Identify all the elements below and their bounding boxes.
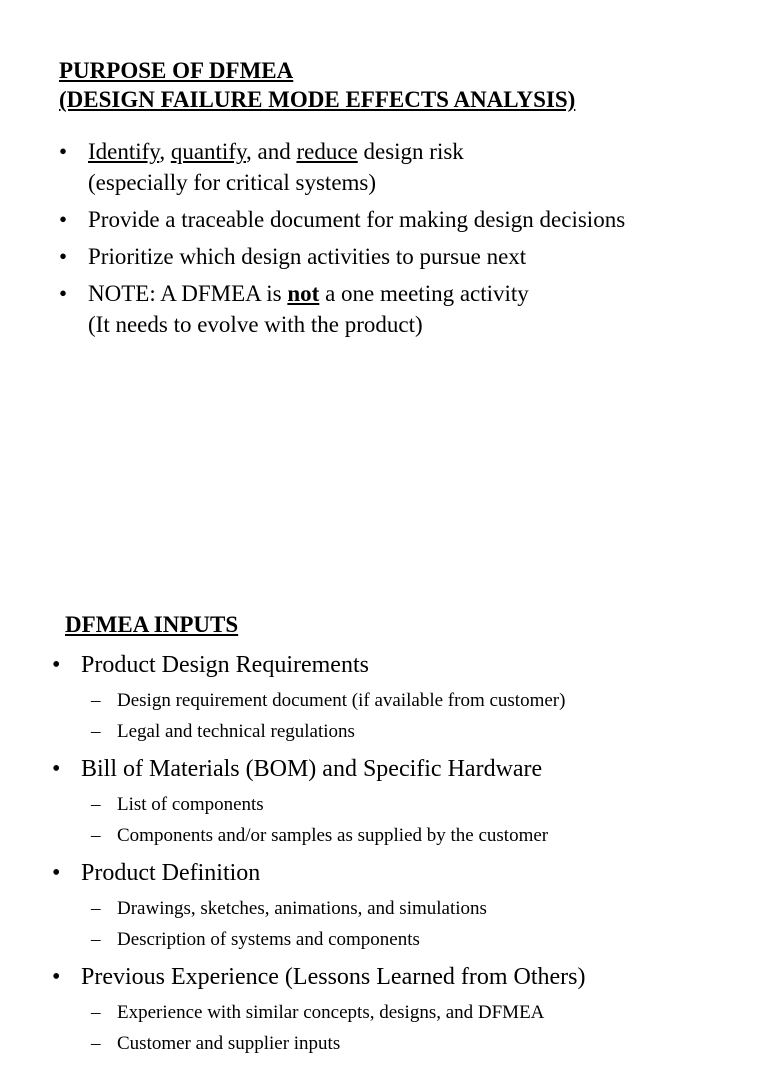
inputs-subitem bbox=[83, 1028, 762, 1059]
separator: , and bbox=[245, 139, 297, 164]
bullet-icon: • bbox=[52, 756, 61, 782]
separator: , bbox=[159, 139, 171, 164]
dash-icon: – bbox=[91, 1033, 101, 1054]
note-line-2: (It needs to evolve with the product) bbox=[88, 312, 423, 337]
inputs-subitem bbox=[83, 820, 762, 851]
subitem-text: List of components bbox=[117, 794, 264, 815]
dash-icon: – bbox=[91, 898, 101, 919]
inputs-sublist bbox=[81, 789, 762, 851]
inputs-subitem bbox=[83, 789, 762, 820]
subitem-text: Experience with similar concepts, designs, and DFMEA bbox=[117, 1002, 545, 1023]
inputs-list bbox=[52, 649, 762, 1059]
reduce-word: reduce bbox=[296, 139, 358, 164]
subitem-text: Drawings, sketches, animations, and simulations bbox=[117, 898, 487, 919]
inputs-item-requirements bbox=[52, 649, 762, 747]
note-pre-text: NOTE: A DFMEA is bbox=[88, 281, 288, 306]
subitem-text: Description of systems and components bbox=[117, 929, 420, 950]
inputs-item-definition bbox=[52, 857, 762, 955]
purpose-item-note bbox=[59, 278, 759, 340]
inputs-item-label: Bill of Materials (BOM) and Specific Hardware bbox=[81, 756, 543, 782]
inputs-subitem bbox=[83, 924, 762, 955]
inputs-sublist bbox=[81, 997, 762, 1059]
bullet-icon: • bbox=[52, 964, 61, 990]
inputs-item-label: Product Design Requirements bbox=[81, 652, 369, 678]
inputs-title: DFMEA INPUTS bbox=[65, 612, 239, 637]
inputs-item-label: Previous Experience (Lessons Learned from Others) bbox=[81, 964, 586, 990]
inputs-sublist bbox=[81, 893, 762, 955]
purpose-item-text: Provide a traceable document for making design decisions bbox=[88, 207, 626, 232]
dash-icon: – bbox=[91, 794, 101, 815]
dash-icon: – bbox=[91, 721, 101, 742]
purpose-list bbox=[59, 136, 759, 340]
purpose-title-line-2: (DESIGN FAILURE MODE EFFECTS ANALYSIS) bbox=[59, 87, 576, 112]
subitem-text: Legal and technical regulations bbox=[117, 721, 355, 742]
inputs-subitem bbox=[83, 997, 762, 1028]
dash-icon: – bbox=[91, 825, 101, 846]
inputs-sublist bbox=[81, 685, 762, 747]
note-post-text: a one meeting activity bbox=[319, 281, 529, 306]
bullet-icon: • bbox=[52, 652, 61, 678]
inputs-subitem bbox=[83, 685, 762, 716]
bullet-icon: • bbox=[59, 281, 68, 306]
purpose-item-prioritize bbox=[59, 241, 759, 272]
purpose-item-identify bbox=[59, 136, 759, 198]
purpose-section bbox=[59, 56, 759, 346]
inputs-section bbox=[52, 610, 762, 1065]
bullet-icon: • bbox=[59, 139, 68, 164]
subitem-text: Design requirement document (if available from customer) bbox=[117, 690, 566, 711]
dash-icon: – bbox=[91, 690, 101, 711]
dash-icon: – bbox=[91, 929, 101, 950]
inputs-item-experience bbox=[52, 961, 762, 1059]
identify-word: Identify bbox=[88, 139, 160, 164]
inputs-subitem bbox=[83, 893, 762, 924]
inputs-item-bom bbox=[52, 753, 762, 851]
dash-icon: – bbox=[91, 1002, 101, 1023]
design-risk-text: design risk bbox=[357, 139, 464, 164]
quantify-word: quantify bbox=[170, 139, 246, 164]
purpose-item-text: Prioritize which design activities to pursue next bbox=[88, 244, 527, 269]
critical-systems-text: (especially for critical systems) bbox=[88, 170, 377, 195]
subitem-text: Customer and supplier inputs bbox=[117, 1033, 341, 1054]
bullet-icon: • bbox=[52, 860, 61, 886]
purpose-title-line-1: PURPOSE OF DFMEA bbox=[59, 58, 294, 83]
subitem-text: Components and/or samples as supplied by the customer bbox=[117, 825, 549, 846]
inputs-item-label: Product Definition bbox=[81, 860, 261, 886]
note-emphasis: not bbox=[287, 281, 320, 306]
inputs-subitem bbox=[83, 716, 762, 747]
bullet-icon: • bbox=[59, 244, 68, 269]
bullet-icon: • bbox=[59, 207, 68, 232]
purpose-item-traceable bbox=[59, 204, 759, 235]
